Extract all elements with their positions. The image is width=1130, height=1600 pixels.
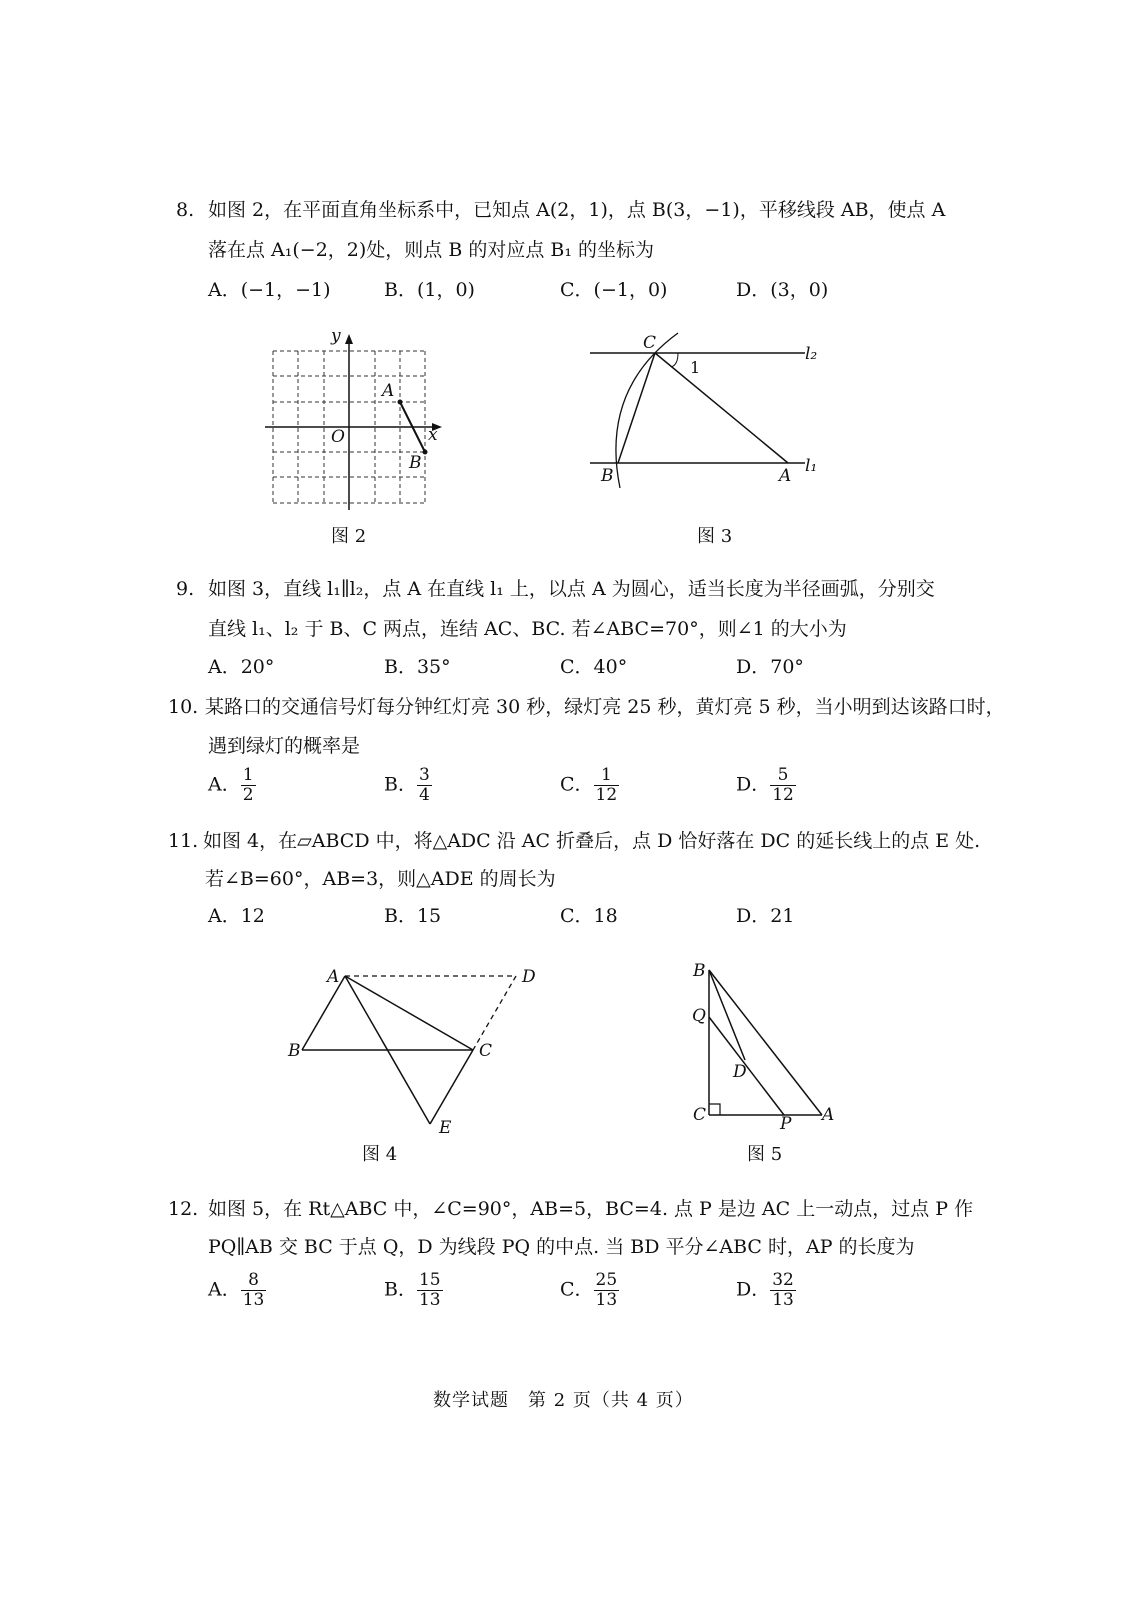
point-b — [423, 450, 428, 455]
q9-text-line2: 直线 l₁、l₂ 于 B、C 两点，连结 AC、BC. 若∠ABC=70°，则∠1 的大小为 — [208, 618, 847, 640]
fig4-label-a: A — [327, 967, 340, 987]
fig3-label-c: C — [643, 333, 657, 353]
q10-option-c: C． $\frac{1}{12}$ — [560, 765, 618, 805]
point-a — [398, 400, 403, 405]
q12-option-a: A． $\frac{8}{13}$ — [208, 1270, 265, 1310]
q10-option-b: B． $\frac{3}{4}$ — [384, 765, 430, 805]
q10-text-line2: 遇到绿灯的概率是 — [208, 735, 361, 757]
fig4-label-c: C — [479, 1041, 493, 1061]
q8-option-b: B．(1，0) — [384, 279, 475, 301]
q10-option-a: A． $\frac{1}{2}$ — [208, 765, 254, 805]
fig2-label-y: y — [331, 326, 341, 346]
q11-text-line2: 若∠B=60°，AB=3，则△ADE 的周长为 — [205, 868, 556, 890]
q9-option-c: C．40° — [560, 656, 628, 678]
arc — [616, 333, 678, 488]
figure-5-right-triangle — [690, 960, 840, 1130]
fig5-label-c: C — [693, 1105, 707, 1125]
q10-text-line1: 某路口的交通信号灯每分钟红灯亮 30 秒，绿灯亮 25 秒，黄灯亮 5 秒，当小明到达该路口时， — [205, 696, 1005, 718]
q8-number: 8. — [176, 199, 195, 221]
right-angle-mark — [709, 1104, 720, 1115]
fig5-label-b: B — [693, 961, 706, 981]
fig4-label-e: E — [439, 1118, 452, 1138]
fig4-label-d: D — [522, 967, 536, 987]
segment-bc — [618, 353, 655, 463]
segment-ac — [655, 353, 788, 463]
q9-option-d: D．70° — [736, 656, 804, 678]
segment-ac — [345, 976, 473, 1050]
fig2-label-a: A — [382, 381, 395, 401]
fig3-label-l2: l₂ — [805, 344, 818, 364]
q9-text-line1: 如图 3，直线 l₁∥l₂，点 A 在直线 l₁ 上，以点 A 为圆心，适当长度为半径画弧，分别交 — [208, 578, 935, 600]
fig2-label-x: x — [428, 425, 438, 445]
q11-option-c: C．18 — [560, 905, 618, 927]
q9-option-b: B．35° — [384, 656, 451, 678]
q11-number: 11. — [168, 830, 199, 852]
y-axis-arrow — [345, 334, 353, 344]
fig5-caption: 图 5 — [747, 1144, 783, 1165]
q11-option-d: D．21 — [736, 905, 795, 927]
segment-ab — [709, 970, 822, 1115]
q12-option-d: D． $\frac{32}{13}$ — [736, 1270, 794, 1310]
q12-text-line2: PQ∥AB 交 BC 于点 Q，D 为线段 PQ 的中点. 当 BD 平分∠ABC 时，AP 的长度为 — [208, 1236, 915, 1258]
q12-number: 12. — [168, 1198, 199, 1220]
q9-option-a: A．20° — [208, 656, 275, 678]
segment-bd — [709, 970, 745, 1060]
segment-dc-dashed — [473, 976, 516, 1050]
q11-option-b: B．15 — [384, 905, 442, 927]
q8-text-line2: 落在点 A₁(−2，2)处，则点 B 的对应点 B₁ 的坐标为 — [208, 239, 654, 261]
fig4-label-b: B — [288, 1041, 301, 1061]
fig2-caption: 图 2 — [331, 526, 367, 547]
q10-number: 10. — [168, 696, 199, 718]
q8-option-c: C．(−1，0) — [560, 279, 668, 301]
q9-number: 9. — [176, 578, 195, 600]
fig3-label-angle-1: 1 — [690, 358, 701, 377]
angle-1-mark — [671, 353, 678, 367]
page-footer: 数学试题 第 2 页（共 4 页） — [433, 1390, 694, 1411]
q11-option-a: A．12 — [208, 905, 265, 927]
q12-option-c: C． $\frac{25}{13}$ — [560, 1270, 618, 1310]
q11-text-line1: 如图 4，在▱ABCD 中，将△ADC 沿 AC 折叠后，点 D 恰好落在 DC 的延长线上的点 E 处. — [203, 830, 981, 852]
q12-option-b: B． $\frac{15}{13}$ — [384, 1270, 441, 1310]
fig2-label-o: O — [331, 427, 345, 447]
q8-option-d: D．(3，0) — [736, 279, 829, 301]
fig3-caption: 图 3 — [697, 526, 733, 547]
figure-4-parallelogram — [290, 960, 530, 1140]
segment-ce — [430, 1050, 473, 1124]
fig5-label-a: A — [822, 1105, 835, 1125]
q10-option-d: D． $\frac{5}{12}$ — [736, 765, 794, 805]
q8-text-line1: 如图 2，在平面直角坐标系中，已知点 A(2，1)，点 B(3，−1)，平移线段 AB，使点 A — [208, 199, 946, 221]
fig3-label-l1: l₁ — [805, 456, 818, 476]
segment-ab — [302, 976, 345, 1050]
q12-text-line1: 如图 5，在 Rt△ABC 中，∠C=90°，AB=5，BC=4. 点 P 是边 AC 上一动点，过点 P 作 — [208, 1198, 974, 1220]
fig5-label-d: D — [733, 1062, 747, 1082]
fig5-label-q: Q — [692, 1006, 706, 1026]
q8-option-a: A．(−1，−1) — [208, 279, 331, 301]
fig5-label-p: P — [780, 1114, 792, 1134]
figure-2-coordinate-grid — [260, 330, 450, 520]
fig4-caption: 图 4 — [362, 1144, 398, 1165]
fig2-label-b: B — [409, 453, 422, 473]
fig3-label-b: B — [601, 466, 614, 486]
fig3-label-a: A — [779, 466, 792, 486]
